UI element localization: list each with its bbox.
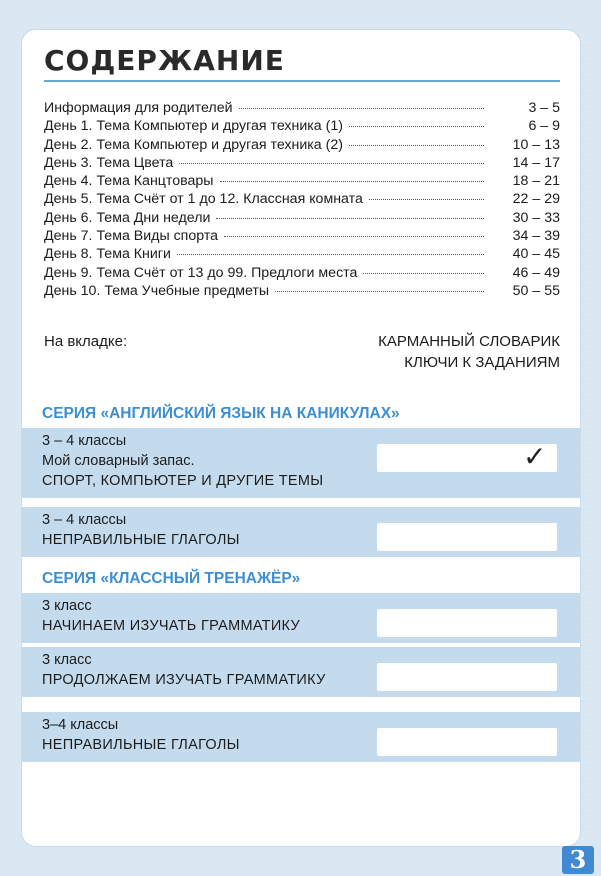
toc-entry[interactable] <box>44 228 560 246</box>
book-line: СПОРТ, КОМПЬЮТЕР И ДРУГИЕ ТЕМЫ <box>42 473 324 489</box>
insert-label: На вкладке: <box>44 333 128 350</box>
toc-entry-pages: 14 – 17 <box>512 154 560 171</box>
book-band-2 <box>22 507 580 557</box>
dot-leader <box>369 199 484 200</box>
book-grade: 3 – 4 классы <box>42 433 127 449</box>
dot-leader <box>216 218 484 219</box>
toc-entry-title: День 7. Тема Виды спорта <box>44 228 219 245</box>
book-grade: 3 класс <box>42 598 92 614</box>
contents-panel <box>22 30 580 846</box>
dot-leader <box>177 254 484 255</box>
book-checkbox-2[interactable] <box>377 523 557 551</box>
book-band-1 <box>22 428 580 498</box>
series-title-holidays: СЕРИЯ «АНГЛИЙСКИЙ ЯЗЫК НА КАНИКУЛАХ» <box>42 405 400 422</box>
toc-entry-pages: 22 – 29 <box>512 191 560 208</box>
insert-item-answer-keys: КЛЮЧИ К ЗАДАНИЯМ <box>404 354 560 371</box>
book-checkbox-5[interactable] <box>377 728 557 756</box>
book-line: НЕПРАВИЛЬНЫЕ ГЛАГОЛЫ <box>42 532 240 548</box>
dot-leader <box>220 181 485 182</box>
book-checkbox-4[interactable] <box>377 663 557 691</box>
toc-entry[interactable] <box>44 210 560 228</box>
title-underline <box>44 80 560 82</box>
toc-entry-pages: 50 – 55 <box>512 282 560 299</box>
toc-entry-title: День 4. Тема Канцтовары <box>44 173 214 190</box>
book-text-1 <box>42 431 323 491</box>
toc-entry-pages: 18 – 21 <box>512 173 560 190</box>
toc-entry[interactable] <box>44 137 560 155</box>
toc-entry[interactable] <box>44 173 560 191</box>
book-line: ПРОДОЛЖАЕМ ИЗУЧАТЬ ГРАММАТИКУ <box>42 672 326 688</box>
toc-entry-title: День 5. Тема Счёт от 1 до 12. Классная комната <box>44 191 363 208</box>
book-line: Мой словарный запас. <box>42 453 195 469</box>
toc-entry-title: День 6. Тема Дни недели <box>44 209 211 226</box>
dot-leader <box>275 291 484 292</box>
toc-entry[interactable] <box>44 191 560 209</box>
toc-entry-title: День 3. Тема Цвета <box>44 154 174 171</box>
book-band-4 <box>22 647 580 697</box>
book-text-3 <box>42 596 300 636</box>
book-checkbox-3[interactable] <box>377 609 557 637</box>
toc-entry-title: День 10. Тема Учебные предметы <box>44 282 270 299</box>
book-text-4 <box>42 650 326 690</box>
dot-leader <box>224 236 484 237</box>
toc-entry-pages: 30 – 33 <box>512 209 560 226</box>
toc-entry-pages: 40 – 45 <box>512 246 560 263</box>
toc-entry[interactable] <box>44 265 560 283</box>
toc-entry-pages: 46 – 49 <box>512 264 560 281</box>
book-line: НЕПРАВИЛЬНЫЕ ГЛАГОЛЫ <box>42 737 240 753</box>
table-of-contents <box>44 100 560 301</box>
page-title: СОДЕРЖАНИЕ <box>44 44 285 77</box>
page-number: 3 <box>562 846 594 874</box>
dot-leader <box>179 163 484 164</box>
book-text-2 <box>42 510 240 550</box>
toc-entry[interactable] <box>44 100 560 118</box>
toc-entry-title: Информация для родителей <box>44 100 233 116</box>
checkmark-icon: ✓ <box>523 440 547 473</box>
series-title-trainer: СЕРИЯ «КЛАССНЫЙ ТРЕНАЖЁР» <box>42 570 301 587</box>
toc-entry-title: День 1. Тема Компьютер и другая техника (1) <box>44 118 343 135</box>
dot-leader <box>363 273 484 274</box>
dot-leader <box>349 145 484 146</box>
toc-entry-title: День 8. Тема Книги <box>44 246 171 263</box>
book-line: НАЧИНАЕМ ИЗУЧАТЬ ГРАММАТИКУ <box>42 618 300 634</box>
toc-entry-title: День 9. Тема Счёт от 13 до 99. Предлоги места <box>44 264 358 281</box>
book-band-5 <box>22 712 580 762</box>
toc-entry[interactable] <box>44 155 560 173</box>
toc-entry[interactable] <box>44 246 560 264</box>
book-checkbox-1[interactable] <box>377 440 557 473</box>
book-grade: 3–4 классы <box>42 717 119 733</box>
toc-entry-pages: 10 – 13 <box>512 136 560 153</box>
dot-leader <box>239 108 484 109</box>
book-band-3 <box>22 593 580 643</box>
toc-entry[interactable] <box>44 118 560 136</box>
book-text-5 <box>42 715 240 755</box>
book-grade: 3 – 4 классы <box>42 512 127 528</box>
toc-entry[interactable] <box>44 283 560 301</box>
toc-entry-pages: 6 – 9 <box>528 118 560 135</box>
toc-entry-pages: 3 – 5 <box>528 100 560 116</box>
book-grade: 3 класс <box>42 652 92 668</box>
dot-leader <box>349 126 484 127</box>
toc-entry-title: День 2. Тема Компьютер и другая техника (2) <box>44 136 343 153</box>
toc-entry-pages: 34 – 39 <box>512 228 560 245</box>
insert-item-dictionary: КАРМАННЫЙ СЛОВАРИК <box>378 333 560 350</box>
